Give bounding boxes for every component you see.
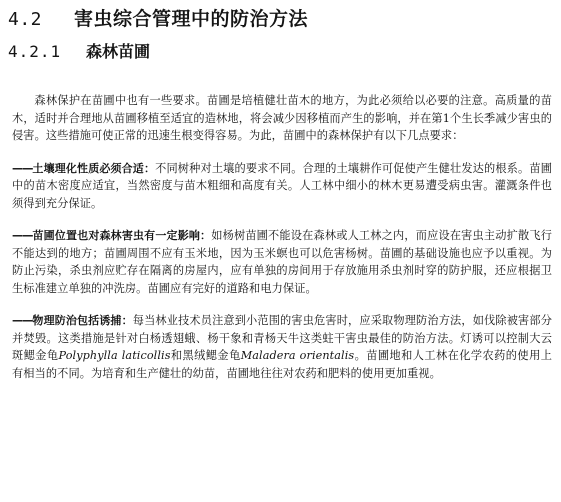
- point-text: 。苗圃地和人工林在化学农药的使用上有相当的不同。为培育和生产健壮的幼苗，苗圃地往往对农药和肥料的使用更加重视。: [12, 349, 552, 380]
- point-text: 不同树种对土壤的要求不同。合理的土壤耕作可促使产生健壮发达的根系。苗圃中的苗木密度应适宜，当然密度与苗木粗细和高度有关。人工林中细小的林木更易遭受病虫害。灌溉条件也须得到充分保证。: [12, 161, 552, 210]
- intro-paragraph: 森林保护在苗圃中也有一些要求。苗圃是培植健壮苗木的地方，为此必须给以必要的注意。高质量的苗木，适时并合理地从苗圃移植至适宜的造林地，将会减少因移植而产生的影响，并在第1个生长季减少害虫的侵害。这些措施可使正常的迅速生根变得容易。为此，苗圃中的森林保护有以下几点要求：: [12, 94, 552, 142]
- point-dash: ——: [12, 314, 33, 327]
- section-number: 4.2: [8, 9, 43, 30]
- point-text: 如杨树苗圃不能设在森林或人工林之内，而应设在害虫主动扩散飞行不能达到的地方；苗圃周围不应有玉米地，因为玉米螟也可以危害杨树。苗圃的基础设施也应予以重视。为防止污染，杀虫剂应贮存在隔离的房屋内，应有单独的房间用于存放施用杀虫剂时穿的防护服，还应根据卫生标准建立单独的冲洗房。苗圃应有完好的道路和电力保证。: [12, 229, 552, 295]
- section-heading: [8, 6, 308, 33]
- point-physical-control: [12, 312, 552, 382]
- point-text: 和黑绒鳃金龟: [170, 349, 241, 362]
- section-title: 害虫综合管理中的防治方法: [74, 8, 309, 30]
- point-dash: ——: [12, 161, 33, 175]
- point-text: 每当林业技术员注意到小范围的害虫危害时，应采取物理防治方法，如伐除被害部分并焚毁。这类措施是针对白杨透翅蛾、杨干象和青杨天牛这类蛀干害虫最佳的防治方法。灯诱可以控制大云斑鳃金龟: [12, 314, 553, 362]
- point-location: [12, 227, 552, 297]
- point-lead: 苗圃位置也对森林害虫有一定影响：: [32, 229, 212, 242]
- point-soil: [12, 160, 552, 213]
- body-text: [12, 92, 552, 397]
- subsection-title: 森林苗圃: [86, 42, 151, 61]
- point-dash: ——: [12, 229, 33, 242]
- point-lead: 土壤理化性质必须合适：: [32, 161, 156, 175]
- species-name: Maladera orientalis: [240, 349, 355, 362]
- subsection-number: 4.2.1: [8, 42, 62, 61]
- subsection-heading: [8, 40, 150, 64]
- point-lead: 物理防治包括诱捕：: [32, 314, 133, 327]
- species-name: Polyphylla laticollis: [58, 349, 171, 362]
